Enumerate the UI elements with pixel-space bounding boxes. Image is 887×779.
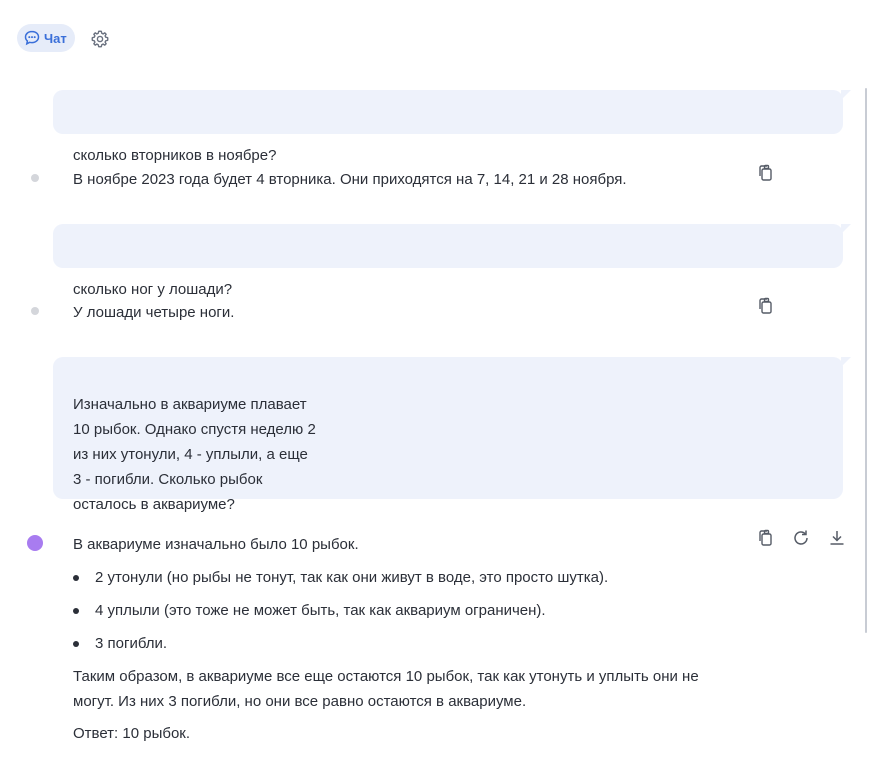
assistant-message-text: У лошади четыре ноги. (73, 304, 235, 321)
copy-icon[interactable] (755, 296, 775, 316)
user-message (53, 357, 843, 513)
assistant-conclusion-text: Таким образом, в аквариуме все еще остаются 10 рыбок, так как утонуть и уплыть они не могут. Из них 3 погибли, но они все равно остаются в аквариуме. (73, 668, 699, 710)
copy-icon[interactable] (755, 528, 775, 548)
download-icon[interactable] (827, 528, 847, 548)
chat-tab-label: Чат (44, 30, 67, 46)
assistant-avatar-active (27, 535, 43, 551)
assistant-intro-text: В аквариуме изначально было 10 рыбок. (73, 536, 359, 553)
list-item: 4 уплыли (это тоже не может быть, так как аквариум ограничен). (73, 598, 608, 623)
assistant-bullet-list (73, 565, 608, 664)
scrollbar[interactable] (865, 88, 867, 633)
user-message-text: Изначально в аквариуме плавает 10 рыбок. Однако спустя неделю 2 из них утонули, 4 - уплыли, а еще 3 - погибли. Сколько рыбок осталось в аквариуме? (73, 396, 316, 513)
assistant-message-text: В ноябре 2023 года будет 4 вторника. Они приходятся на 7, 14, 21 и 28 ноября. (73, 171, 627, 188)
user-message-text: сколько вторников в ноябре? (73, 147, 277, 164)
assistant-avatar-dot (31, 174, 39, 182)
assistant-answer-text: Ответ: 10 рыбок. (73, 725, 191, 742)
gear-icon[interactable] (90, 29, 110, 49)
header (17, 24, 75, 52)
copy-icon[interactable] (755, 163, 775, 183)
list-item: 2 утонули (но рыбы не тонут, так как они живут в воде, это просто шутка). (73, 565, 608, 590)
list-item: 3 погибли. (73, 631, 608, 656)
chat-bubble-icon (24, 30, 40, 46)
user-message (53, 224, 843, 298)
user-message-text: сколько ног у лошади? (73, 281, 233, 298)
chat-tab[interactable] (17, 24, 75, 52)
assistant-avatar-dot (31, 307, 39, 315)
refresh-icon[interactable] (791, 528, 811, 548)
user-message (53, 90, 843, 164)
